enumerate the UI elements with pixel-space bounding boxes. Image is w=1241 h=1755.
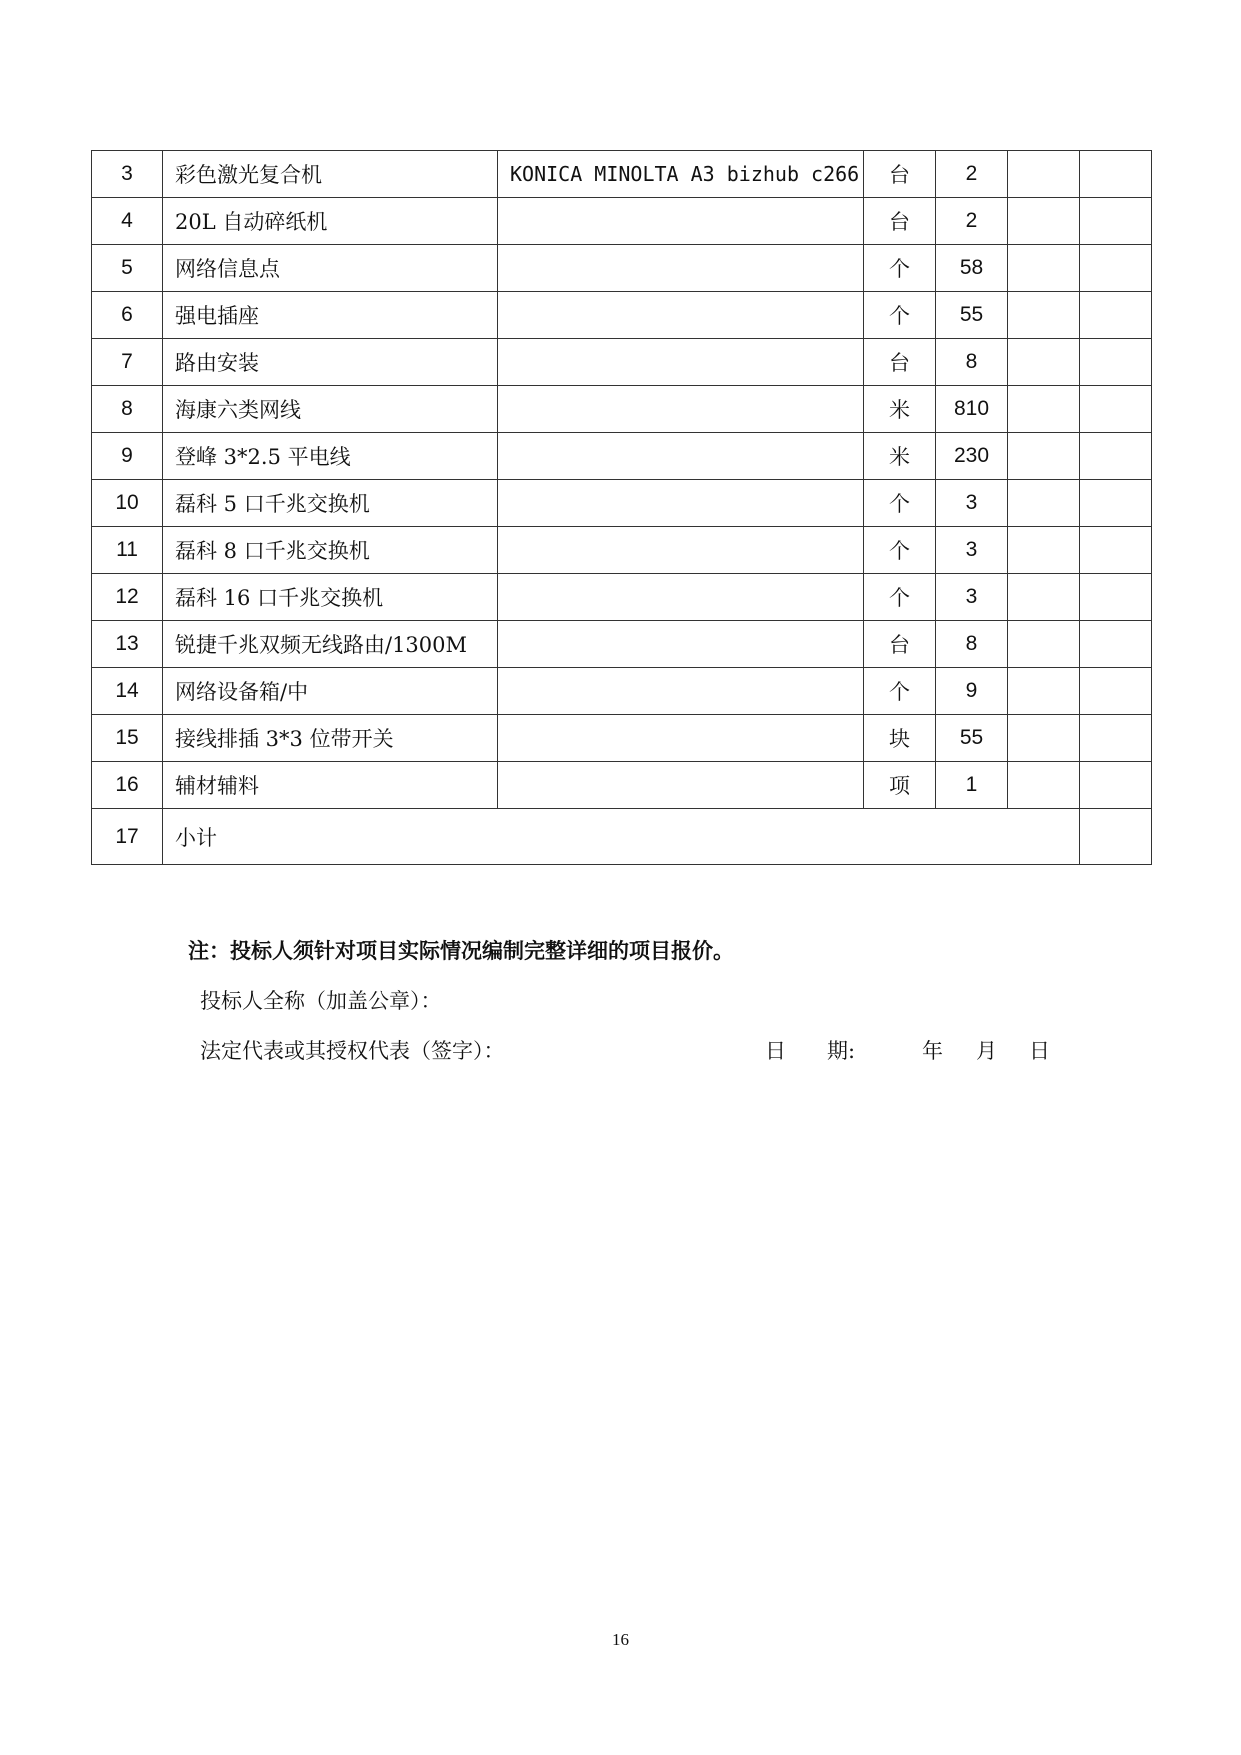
item-total-price	[1080, 621, 1152, 668]
item-unit: 个	[864, 245, 936, 292]
item-model	[498, 480, 864, 527]
item-quantity: 3	[936, 480, 1008, 527]
item-quantity: 2	[936, 198, 1008, 245]
item-number: 3	[92, 151, 163, 198]
date-year-label: 年	[922, 1039, 943, 1063]
item-model	[498, 339, 864, 386]
item-number: 16	[92, 762, 163, 809]
item-unit: 米	[864, 433, 936, 480]
item-total-price	[1080, 715, 1152, 762]
item-number: 5	[92, 245, 163, 292]
item-number: 8	[92, 386, 163, 433]
table-row	[92, 574, 1152, 621]
item-quantity: 8	[936, 621, 1008, 668]
item-unit: 台	[864, 198, 936, 245]
item-name: 锐捷千兆双频无线路由/1300M	[163, 621, 498, 668]
item-name: 网络设备箱/中	[163, 668, 498, 715]
item-model	[498, 198, 864, 245]
item-quantity: 3	[936, 527, 1008, 574]
item-total-price	[1080, 527, 1152, 574]
date-month-label: 月	[976, 1039, 997, 1063]
item-quantity: 55	[936, 292, 1008, 339]
item-total-price	[1080, 762, 1152, 809]
item-unit-price	[1008, 668, 1080, 715]
item-total-price	[1080, 433, 1152, 480]
table-row	[92, 668, 1152, 715]
item-name: 海康六类网线	[163, 386, 498, 433]
item-unit: 个	[864, 668, 936, 715]
bidder-name-label: 投标人全称（加盖公章）：	[200, 989, 442, 1013]
item-total-price	[1080, 292, 1152, 339]
item-unit-price	[1008, 433, 1080, 480]
item-unit: 个	[864, 480, 936, 527]
date-label-ri: 日	[765, 1039, 786, 1063]
item-name: 接线排插 3*3 位带开关	[163, 715, 498, 762]
item-model	[498, 292, 864, 339]
item-model	[498, 762, 864, 809]
item-name: 强电插座	[163, 292, 498, 339]
table-row	[92, 715, 1152, 762]
item-number: 4	[92, 198, 163, 245]
item-quantity: 1	[936, 762, 1008, 809]
item-unit-price	[1008, 292, 1080, 339]
item-quantity: 2	[936, 151, 1008, 198]
item-number: 9	[92, 433, 163, 480]
item-name: 辅材辅料	[163, 762, 498, 809]
item-unit-price	[1008, 527, 1080, 574]
item-unit: 块	[864, 715, 936, 762]
bid-note: 注：投标人须针对项目实际情况编制完整详细的项目报价。	[188, 939, 734, 963]
item-total-price	[1080, 245, 1152, 292]
item-unit-price	[1008, 198, 1080, 245]
item-unit: 个	[864, 574, 936, 621]
table-row	[92, 292, 1152, 339]
table-row	[92, 527, 1152, 574]
table-row	[92, 480, 1152, 527]
item-total-price	[1080, 198, 1152, 245]
item-unit: 个	[864, 292, 936, 339]
item-unit-price	[1008, 245, 1080, 292]
item-total-price	[1080, 480, 1152, 527]
item-model	[498, 527, 864, 574]
item-unit-price	[1008, 574, 1080, 621]
item-unit-price	[1008, 386, 1080, 433]
item-model	[498, 245, 864, 292]
quotation-table	[91, 150, 1152, 865]
item-unit: 台	[864, 151, 936, 198]
item-total-price	[1080, 574, 1152, 621]
item-model	[498, 621, 864, 668]
subtotal-number: 17	[92, 809, 163, 865]
table-row	[92, 386, 1152, 433]
item-name: 登峰 3*2.5 平电线	[163, 433, 498, 480]
table-body	[92, 151, 1152, 865]
item-total-price	[1080, 668, 1152, 715]
item-quantity: 8	[936, 339, 1008, 386]
item-number: 12	[92, 574, 163, 621]
item-quantity: 9	[936, 668, 1008, 715]
item-model	[498, 386, 864, 433]
item-number: 7	[92, 339, 163, 386]
item-unit: 项	[864, 762, 936, 809]
table-row	[92, 433, 1152, 480]
item-unit-price	[1008, 480, 1080, 527]
item-quantity: 58	[936, 245, 1008, 292]
item-unit-price	[1008, 762, 1080, 809]
item-name: 磊科 5 口千兆交换机	[163, 480, 498, 527]
signature-label: 法定代表或其授权代表（签字）：	[200, 1039, 505, 1063]
item-number: 11	[92, 527, 163, 574]
item-unit-price	[1008, 339, 1080, 386]
item-model	[498, 668, 864, 715]
item-number: 6	[92, 292, 163, 339]
item-name: 彩色激光复合机	[163, 151, 498, 198]
item-quantity: 3	[936, 574, 1008, 621]
item-unit: 台	[864, 621, 936, 668]
table-row	[92, 198, 1152, 245]
table-row	[92, 151, 1152, 198]
item-number: 13	[92, 621, 163, 668]
subtotal-row	[92, 809, 1152, 865]
item-name: 磊科 16 口千兆交换机	[163, 574, 498, 621]
subtotal-label: 小计	[163, 809, 1080, 865]
page-number: 16	[612, 1630, 629, 1649]
subtotal-value	[1080, 809, 1152, 865]
item-quantity: 810	[936, 386, 1008, 433]
item-name: 20L 自动碎纸机	[163, 198, 498, 245]
item-total-price	[1080, 151, 1152, 198]
date-day-label: 日	[1029, 1039, 1050, 1063]
item-unit-price	[1008, 621, 1080, 668]
item-name: 路由安装	[163, 339, 498, 386]
item-name: 磊科 8 口千兆交换机	[163, 527, 498, 574]
item-number: 14	[92, 668, 163, 715]
date-label-qi: 期:	[827, 1039, 856, 1063]
table-row	[92, 762, 1152, 809]
table-row	[92, 245, 1152, 292]
item-unit: 台	[864, 339, 936, 386]
item-quantity: 230	[936, 433, 1008, 480]
table-row	[92, 621, 1152, 668]
item-model	[498, 715, 864, 762]
item-total-price	[1080, 386, 1152, 433]
item-unit: 米	[864, 386, 936, 433]
item-quantity: 55	[936, 715, 1008, 762]
item-total-price	[1080, 339, 1152, 386]
item-model	[498, 574, 864, 621]
item-unit-price	[1008, 715, 1080, 762]
item-model	[498, 433, 864, 480]
item-number: 10	[92, 480, 163, 527]
item-model: KONICA MINOLTA A3 bizhub c266	[498, 151, 864, 198]
item-unit: 个	[864, 527, 936, 574]
item-number: 15	[92, 715, 163, 762]
item-unit-price	[1008, 151, 1080, 198]
item-name: 网络信息点	[163, 245, 498, 292]
table-row	[92, 339, 1152, 386]
